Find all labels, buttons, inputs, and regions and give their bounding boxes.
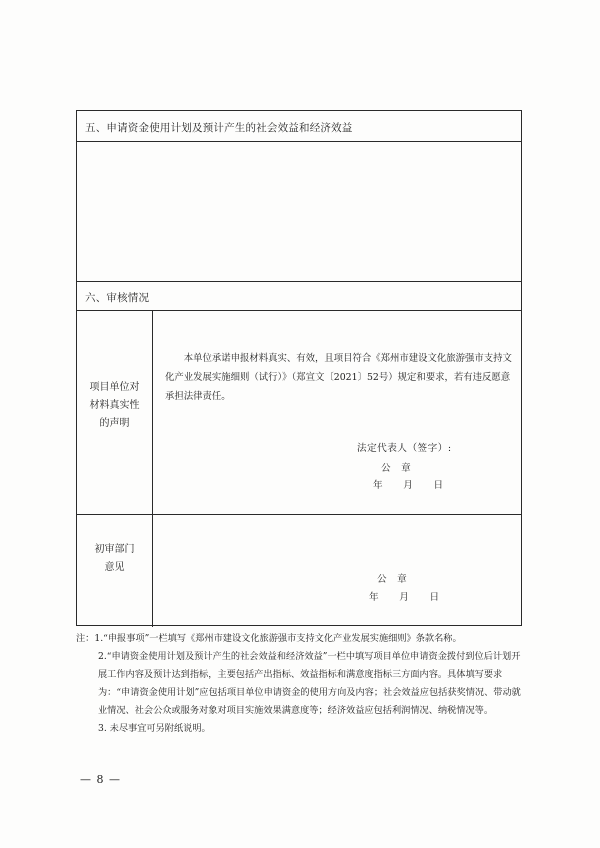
- application-form-table: [76, 110, 522, 626]
- section6-heading: 六、审核情况: [85, 292, 150, 304]
- section5-content-area: [77, 142, 521, 280]
- note-2: 2.“申请资金使用计划及预计产生的社会效益和经济效益”一栏中填写项目单位申请资金拨付到位后计划开展工作内容及预计达到指标，主要包括产出指标、效益指标和满意度指标三方面内容。具体填写要求为：“申请资金使用计划”应包括项目单位申请资金的使用方向及内容；社会效益应包括获奖情况、带动就业情况、社会公众或服务对象对项目实施效果满意度等；经济效益应包括利润情况、纳税情况等。: [98, 651, 521, 716]
- declaration-label: [77, 379, 152, 433]
- declaration-label-line: 材料真实性: [89, 400, 140, 411]
- preliminary-seal-label: 公 章: [377, 574, 408, 585]
- declaration-text: 本单位承诺申报材料真实、有效，且项目符合《郑州市建设文化旅游强市支持文化产业发展实施细则（试行）》（郑宣文〔2021〕52号）规定和要求，若有违反愿意承担法律责任。: [165, 353, 512, 402]
- legal-representative-signature: 法定代表人（签字）:: [357, 443, 452, 454]
- note-3: 3. 未尽事宜可另附纸说明。: [98, 723, 211, 734]
- preliminary-date-label: 年 月 日: [369, 592, 440, 603]
- section5-heading: 五、申请资金使用计划及预计产生的社会效益和经济效益: [85, 122, 353, 134]
- date-label: 年 月 日: [373, 480, 444, 491]
- page-number: — 8 —: [80, 773, 121, 786]
- divider-line: [77, 514, 521, 515]
- divider-line: [77, 281, 521, 282]
- column-divider: [152, 310, 153, 627]
- declaration-label-line: 的声明: [99, 418, 130, 429]
- note-1: 注：1.“申报事项”一栏填写《郑州市建设文化旅游强市支持文化产业发展实施细则》条款名称。: [76, 633, 462, 644]
- declaration-label-line: 项目单位对: [89, 382, 140, 393]
- divider-line: [77, 310, 521, 311]
- preliminary-review-label: [77, 541, 152, 577]
- notes-section: [76, 630, 524, 738]
- preliminary-label-line: 意见: [104, 562, 125, 573]
- preliminary-label-line: 初审部门: [94, 544, 135, 555]
- official-seal-label: 公 章: [381, 463, 412, 474]
